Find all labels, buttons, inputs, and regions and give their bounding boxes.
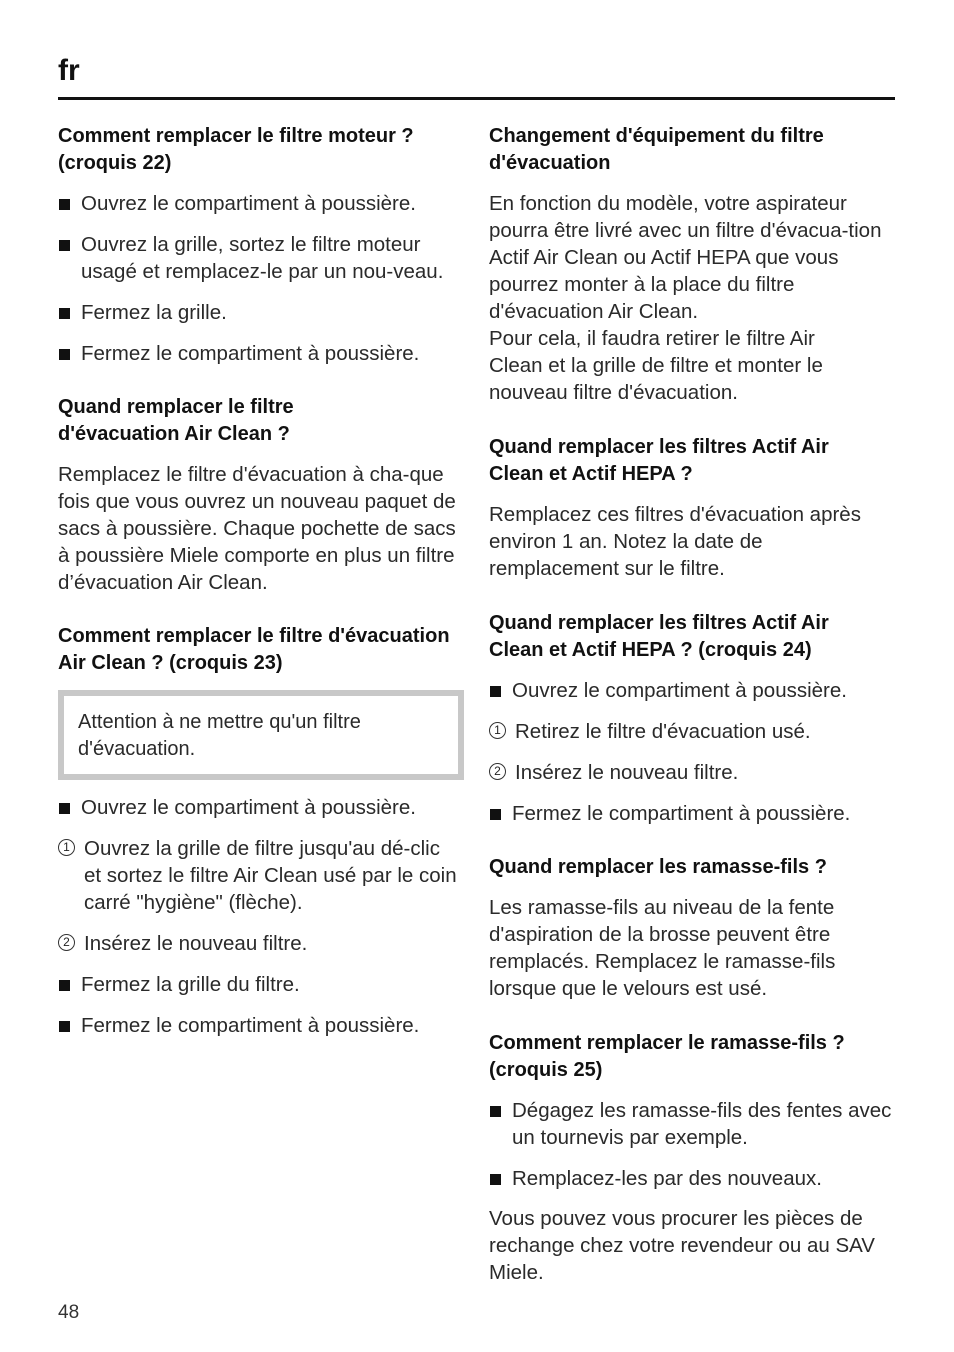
section-title-when-replace-air-clean: Quand remplacer le filtre d'évacuation Air Clean ? xyxy=(58,396,294,445)
motor-filter-steps xyxy=(58,190,468,367)
air-clean-steps xyxy=(58,794,468,1039)
paragraph: Remplacez ces filtres d'évacuation après environ 1 an. Notez la date de remplacement sur le filtre. xyxy=(489,503,861,580)
left-column xyxy=(58,123,468,1039)
section-title-filter-equipment-change: Changement d'équipement du filtre d'évacuation xyxy=(489,125,824,174)
step-number-2-icon: 2 xyxy=(489,763,506,780)
bullet-icon xyxy=(59,240,70,251)
section-title-how-replace-active-filters: Quand remplacer les filtres Actif Air Clean et Actif HEPA ? (croquis 24) xyxy=(489,612,829,661)
list-item: Dégagez les ramasse-fils des fentes avec un tournevis par exemple. xyxy=(489,1097,892,1151)
list-item: Ouvrez la grille, sortez le filtre moteur usagé et remplacez-le par un nou-veau. xyxy=(58,231,467,285)
bullet-icon xyxy=(490,1174,501,1185)
bullet-icon xyxy=(490,1106,501,1117)
list-item: Ouvrez le compartiment à poussière. xyxy=(489,677,899,704)
paragraph: Vous pouvez vous procurer les pièces de rechange chez votre revendeur ou au SAV Miele. xyxy=(489,1207,875,1284)
right-column xyxy=(489,123,899,1286)
list-item: 1 Ouvrez la grille de filtre jusqu'au dé-clic et sortez le filtre Air Clean usé par le coin carré "hygiène" (flèche). xyxy=(58,835,460,916)
bullet-icon xyxy=(59,308,70,319)
step-number-2-icon: 2 xyxy=(58,934,75,951)
step-number-1-icon: 1 xyxy=(58,839,75,856)
list-item: Remplacez-les par des nouveaux. xyxy=(489,1165,899,1192)
paragraph: En fonction du modèle, votre aspirateur pourra être livré avec un filtre d'évacua-tion Actif Air Clean ou Actif HEPA que vous pourrez monter à la place du filtre d'évacuation Air Clean. xyxy=(489,192,882,323)
warning-note-box xyxy=(58,690,464,780)
step-number-1-icon: 1 xyxy=(489,722,506,739)
list-item: Fermez la grille. xyxy=(58,299,468,326)
paragraph: Pour cela, il faudra retirer le filtre Air Clean et la grille de filtre et monter le nouveau filtre d'évacuation. xyxy=(489,327,823,404)
list-item: Fermez la grille du filtre. xyxy=(58,971,468,998)
bullet-icon xyxy=(59,803,70,814)
list-item: 2 Insérez le nouveau filtre. xyxy=(489,759,899,786)
list-item: Ouvrez le compartiment à poussière. xyxy=(58,190,468,217)
language-code: fr xyxy=(58,54,80,87)
bullet-icon xyxy=(490,686,501,697)
paragraph: Remplacez le filtre d'évacuation à cha-que fois que vous ouvrez un nouveau paquet de sacs à poussière. Chaque pochette de sacs à poussière Miele comporte en plus un filtre d’évacuation Air Clean. xyxy=(58,463,456,594)
warning-note-text: Attention à ne mettre qu'un filtre d'évacuation. xyxy=(78,711,361,760)
section-title-how-replace-air-clean: Comment remplacer le filtre d'évacuation Air Clean ? (croquis 23) xyxy=(58,625,450,674)
page-number: 48 xyxy=(58,1302,80,1323)
header-divider xyxy=(58,97,895,100)
list-item: Fermez le compartiment à poussière. xyxy=(58,1012,468,1039)
bullet-icon xyxy=(59,1021,70,1032)
list-item: Fermez le compartiment à poussière. xyxy=(489,800,899,827)
list-item: Fermez le compartiment à poussière. xyxy=(58,340,468,367)
paragraph: Les ramasse-fils au niveau de la fente d'aspiration de la brosse peuvent être remplacés. Remplacez le ramasse-fils lorsque que le velours est usé. xyxy=(489,896,836,1000)
section-title-when-replace-thread-lifters: Quand remplacer les ramasse-fils ? xyxy=(489,856,827,878)
section-title-how-replace-thread-lifters: Comment remplacer le ramasse-fils ? (croquis 25) xyxy=(489,1032,845,1081)
section-title-when-replace-active-filters: Quand remplacer les filtres Actif Air Clean et Actif HEPA ? xyxy=(489,436,829,485)
active-filter-steps xyxy=(489,677,899,827)
list-item: 2 Insérez le nouveau filtre. xyxy=(58,930,468,957)
bullet-icon xyxy=(59,349,70,360)
list-item: Ouvrez le compartiment à poussière. xyxy=(58,794,468,821)
bullet-icon xyxy=(490,809,501,820)
section-title-replace-motor-filter: Comment remplacer le filtre moteur ? (croquis 22) xyxy=(58,125,414,174)
bullet-icon xyxy=(59,980,70,991)
list-item: 1 Retirez le filtre d'évacuation usé. xyxy=(489,718,899,745)
thread-lifter-steps xyxy=(489,1097,899,1192)
bullet-icon xyxy=(59,199,70,210)
